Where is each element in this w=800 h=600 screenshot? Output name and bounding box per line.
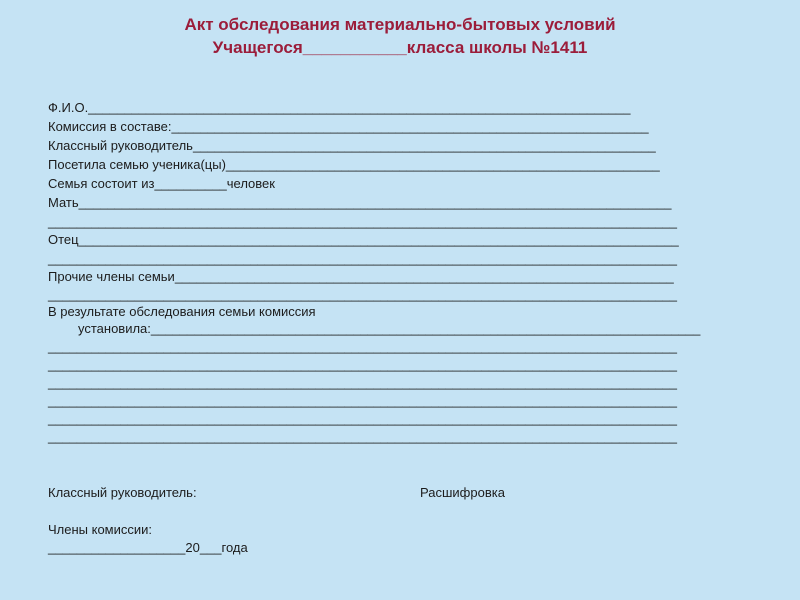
- other-members-field: Прочие члены семьи_____________________________________________________________________: [48, 269, 674, 284]
- commission-members-label: Члены комиссии:: [48, 522, 153, 537]
- blank-line: _______________________________________________________________________________________: [48, 393, 678, 408]
- decoding-label: Расшифровка: [420, 485, 505, 500]
- blank-line: _______________________________________________________________________________________: [48, 375, 678, 390]
- date-line: ___________________20___года: [48, 540, 248, 555]
- commission-field: Комиссия в составе:__________________________________________________________________: [48, 119, 649, 134]
- document-subtitle: Учащегося___________класса школы №1411: [212, 38, 588, 57]
- visited-family-field: Посетила семью ученика(цы)____________________________________________________________: [48, 157, 660, 172]
- result-label: В результате обследования семьи комиссия: [48, 304, 316, 319]
- blank-line: _______________________________________________________________________________________: [48, 287, 678, 302]
- class-teacher-field: Классный руководитель________________________________________________________________: [48, 138, 656, 153]
- father-field: Отец___________________________________________________________________________________: [48, 232, 679, 247]
- blank-line: _______________________________________________________________________________________: [48, 429, 678, 444]
- fio-field: Ф.И.О.___________________________________________________________________________: [48, 100, 631, 115]
- mother-field: Мать__________________________________________________________________________________: [48, 195, 672, 210]
- blank-line: _______________________________________________________________________________________: [48, 357, 678, 372]
- blank-line: _______________________________________________________________________________________: [48, 411, 678, 426]
- document-title: Акт обследования материально-бытовых условий: [184, 15, 616, 34]
- established-field: установила:____________________________________________________________________________: [78, 321, 701, 336]
- class-teacher-signature-label: Классный руководитель:: [48, 485, 197, 500]
- blank-line: _______________________________________________________________________________________: [48, 339, 678, 354]
- family-size-field: Семья состоит из__________человек: [48, 176, 275, 191]
- blank-line: _______________________________________________________________________________________: [48, 251, 678, 266]
- blank-line: _______________________________________________________________________________________: [48, 214, 678, 229]
